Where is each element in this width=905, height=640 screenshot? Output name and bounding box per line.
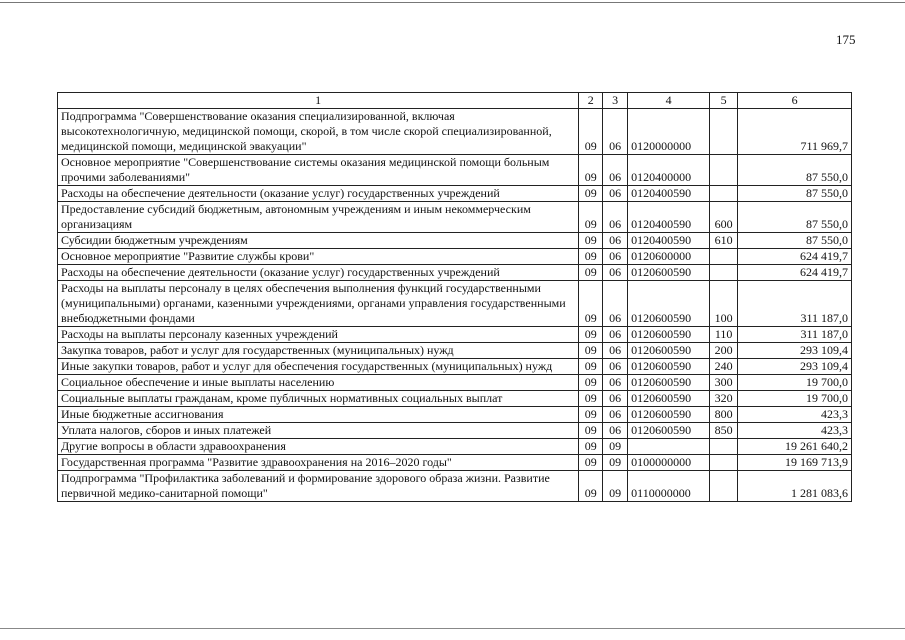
section-cell: 09 [579,439,603,455]
section-cell: 09 [579,343,603,359]
target-article-cell: 0120600590 [628,265,710,281]
row-name-cell: Расходы на обеспечение деятельности (оказание услуг) государственных учреждений [58,265,579,281]
amount-cell: 311 187,0 [738,327,852,343]
expense-type-cell [710,155,738,186]
expense-type-cell: 200 [710,343,738,359]
row-name-cell: Подпрограмма "Профилактика заболеваний и формирование здорового образа жизни. Развитие первичной медико-санитарной помощи" [58,471,579,502]
budget-table [57,92,852,502]
row-name-cell: Социальные выплаты гражданам, кроме публичных нормативных социальных выплат [58,391,579,407]
section-cell: 09 [579,359,603,375]
expense-type-cell [710,186,738,202]
amount-cell: 293 109,4 [738,359,852,375]
expense-type-cell: 100 [710,281,738,327]
expense-type-cell: 240 [710,359,738,375]
subsection-cell: 06 [603,186,628,202]
table-row [58,455,852,471]
section-cell: 09 [579,155,603,186]
page-number: 175 [836,32,856,47]
subsection-cell: 06 [603,265,628,281]
header-cell: 6 [738,93,852,109]
expense-type-cell: 610 [710,233,738,249]
expense-type-cell: 300 [710,375,738,391]
target-article-cell: 0120400590 [628,202,710,233]
header-cell: 1 [58,93,579,109]
row-name-cell: Основное мероприятие "Совершенствование системы оказания медицинской помощи больным прочими заболеваниями" [58,155,579,186]
expense-type-cell: 800 [710,407,738,423]
table-row [58,249,852,265]
subsection-cell: 06 [603,343,628,359]
amount-cell: 423,3 [738,407,852,423]
section-cell: 09 [579,375,603,391]
amount-cell: 87 550,0 [738,186,852,202]
header-cell: 2 [579,93,603,109]
subsection-cell: 06 [603,407,628,423]
row-name-cell: Государственная программа "Развитие здравоохранения на 2016–2020 годы" [58,455,579,471]
header-cell: 3 [603,93,628,109]
subsection-cell: 09 [603,455,628,471]
bottom-rule [0,628,905,629]
target-article-cell: 0120600590 [628,359,710,375]
subsection-cell: 06 [603,375,628,391]
row-name-cell: Иные закупки товаров, работ и услуг для обеспечения государственных (муниципальных) нужд [58,359,579,375]
subsection-cell: 06 [603,327,628,343]
expense-type-cell [710,455,738,471]
amount-cell: 311 187,0 [738,281,852,327]
amount-cell: 87 550,0 [738,202,852,233]
subsection-cell: 06 [603,249,628,265]
row-name-cell: Субсидии бюджетным учреждениям [58,233,579,249]
row-name-cell: Уплата налогов, сборов и иных платежей [58,423,579,439]
subsection-cell: 06 [603,423,628,439]
section-cell: 09 [579,471,603,502]
section-cell: 09 [579,233,603,249]
target-article-cell: 0120600590 [628,391,710,407]
section-cell: 09 [579,391,603,407]
expense-type-cell: 850 [710,423,738,439]
row-name-cell: Основное мероприятие "Развитие службы крови" [58,249,579,265]
amount-cell: 711 969,7 [738,109,852,155]
target-article-cell: 0100000000 [628,455,710,471]
table-row [58,407,852,423]
target-article-cell: 0120400590 [628,233,710,249]
table-row [58,439,852,455]
amount-cell: 87 550,0 [738,155,852,186]
row-name-cell: Расходы на выплаты персоналу казенных учреждений [58,327,579,343]
target-article-cell: 0120400590 [628,186,710,202]
row-name-cell: Социальное обеспечение и иные выплаты населению [58,375,579,391]
expense-type-cell: 320 [710,391,738,407]
table-row [58,281,852,327]
row-name-cell: Иные бюджетные ассигнования [58,407,579,423]
row-name-cell: Закупка товаров, работ и услуг для государственных (муниципальных) нужд [58,343,579,359]
section-cell: 09 [579,455,603,471]
target-article-cell [628,439,710,455]
subsection-cell: 06 [603,233,628,249]
row-name-cell: Предоставление субсидий бюджетным, автономным учреждениям и иным некоммерческим организациям [58,202,579,233]
target-article-cell: 0120600590 [628,375,710,391]
header-cell: 4 [628,93,710,109]
amount-cell: 624 419,7 [738,265,852,281]
section-cell: 09 [579,186,603,202]
subsection-cell: 06 [603,359,628,375]
subsection-cell: 06 [603,281,628,327]
target-article-cell: 0120600590 [628,343,710,359]
table-row [58,423,852,439]
section-cell: 09 [579,327,603,343]
section-cell: 09 [579,281,603,327]
row-name-cell: Другие вопросы в области здравоохранения [58,439,579,455]
table-row [58,265,852,281]
table-row [58,375,852,391]
target-article-cell: 0120000000 [628,109,710,155]
section-cell: 09 [579,407,603,423]
table-body [58,109,852,502]
amount-cell: 1 281 083,6 [738,471,852,502]
target-article-cell: 0120600590 [628,281,710,327]
subsection-cell: 09 [603,471,628,502]
table-row [58,327,852,343]
top-rule [0,2,905,3]
target-article-cell: 0120600590 [628,407,710,423]
target-article-cell: 0120400000 [628,155,710,186]
section-cell: 09 [579,249,603,265]
section-cell: 09 [579,109,603,155]
expense-type-cell [710,439,738,455]
expense-type-cell [710,249,738,265]
target-article-cell: 0120600000 [628,249,710,265]
expense-type-cell [710,265,738,281]
header-cell: 5 [710,93,738,109]
header-row [58,93,852,109]
section-cell: 09 [579,202,603,233]
amount-cell: 624 419,7 [738,249,852,265]
expense-type-cell [710,109,738,155]
amount-cell: 293 109,4 [738,343,852,359]
amount-cell: 19 700,0 [738,375,852,391]
expense-type-cell: 110 [710,327,738,343]
subsection-cell: 06 [603,202,628,233]
amount-cell: 87 550,0 [738,233,852,249]
table-row [58,109,852,155]
target-article-cell: 0120600590 [628,327,710,343]
row-name-cell: Расходы на выплаты персоналу в целях обеспечения выполнения функций государственными (муниципальными) органами, казенными учреждениями, органами управления государственными внебюджетными фондами [58,281,579,327]
table-row [58,343,852,359]
subsection-cell: 06 [603,109,628,155]
amount-cell: 19 169 713,9 [738,455,852,471]
expense-type-cell [710,471,738,502]
amount-cell: 423,3 [738,423,852,439]
target-article-cell: 0120600590 [628,423,710,439]
expense-type-cell: 600 [710,202,738,233]
table-row [58,186,852,202]
row-name-cell: Расходы на обеспечение деятельности (оказание услуг) государственных учреждений [58,186,579,202]
table-row [58,359,852,375]
amount-cell: 19 261 640,2 [738,439,852,455]
table-row [58,471,852,502]
section-cell: 09 [579,265,603,281]
amount-cell: 19 700,0 [738,391,852,407]
row-name-cell: Подпрограмма "Совершенствование оказания специализированной, включая высокотехнологичную, медицинской помощи, скорой, в том числе скорой специализированной, медицинской помощи, медицинской эвакуации" [58,109,579,155]
table-row [58,391,852,407]
table-row [58,202,852,233]
table-row [58,155,852,186]
subsection-cell: 06 [603,391,628,407]
subsection-cell: 06 [603,155,628,186]
table-row [58,233,852,249]
section-cell: 09 [579,423,603,439]
target-article-cell: 0110000000 [628,471,710,502]
subsection-cell: 09 [603,439,628,455]
